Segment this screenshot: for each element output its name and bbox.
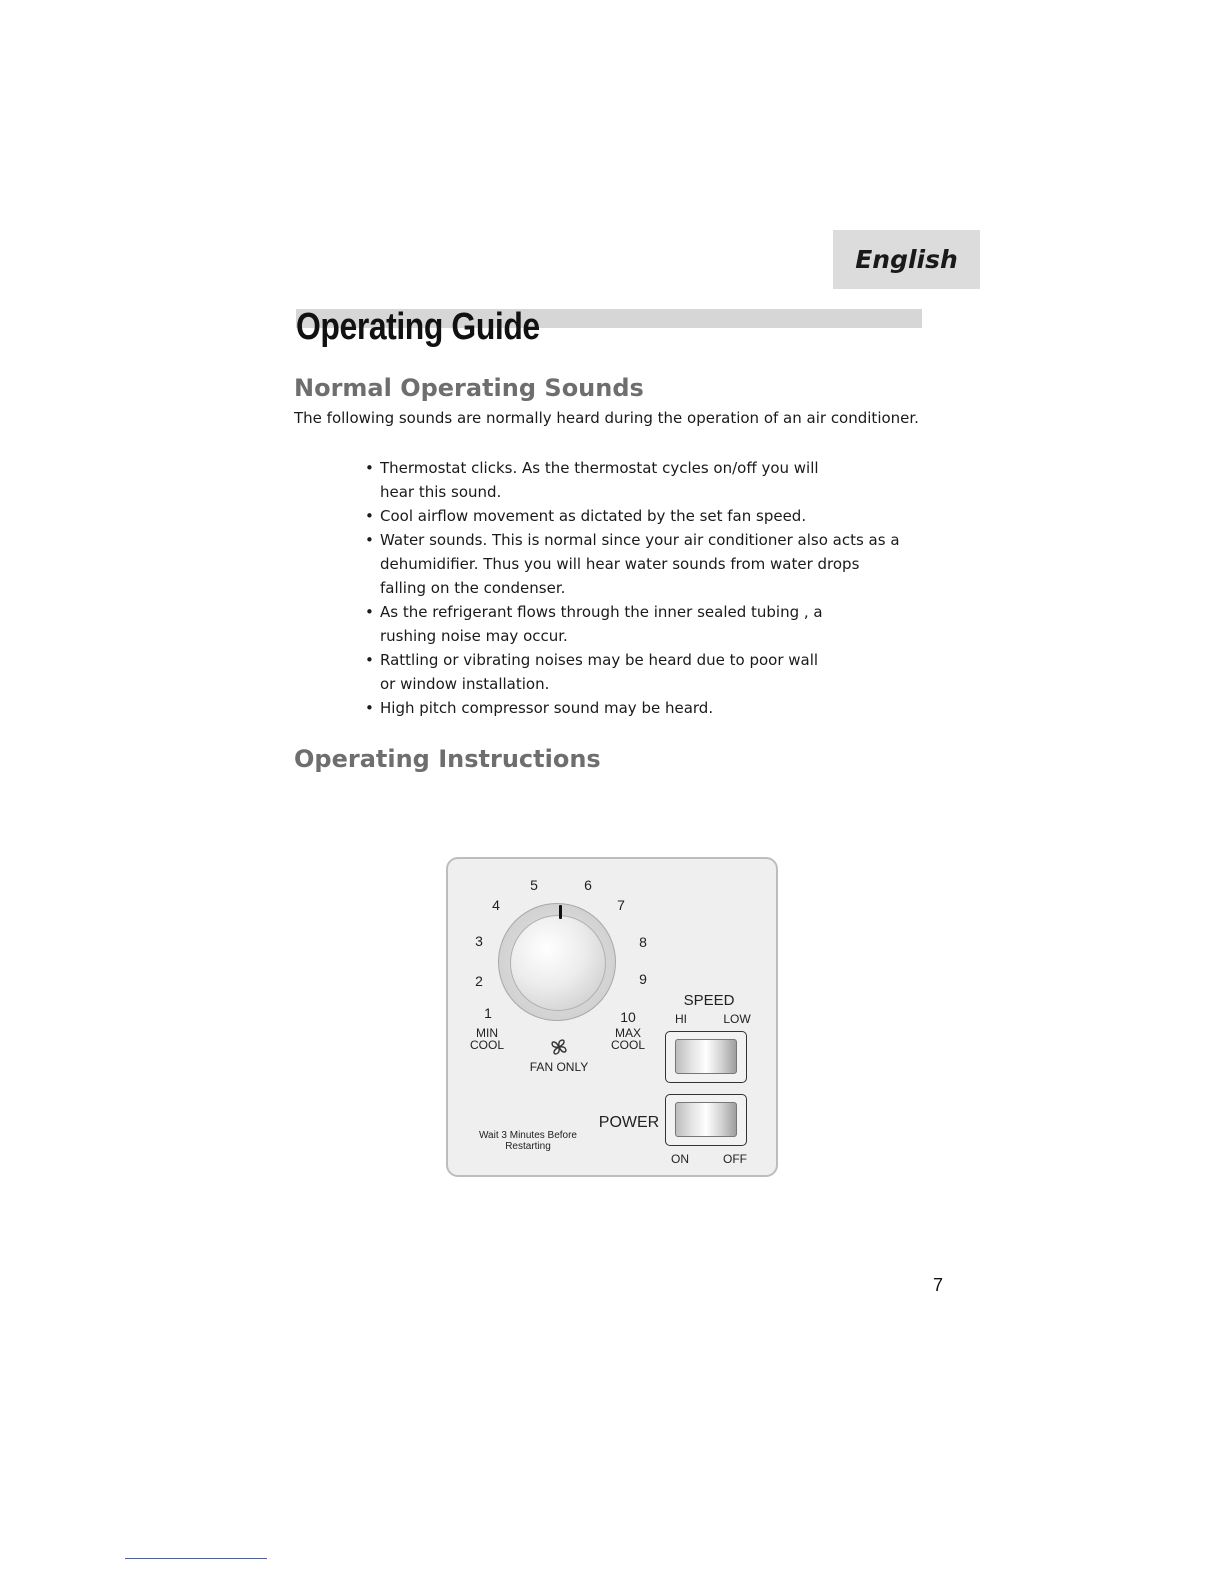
power-off-label: OFF: [723, 1152, 747, 1166]
max-cool-label: MAX COOL: [610, 1026, 646, 1052]
fan-only-label: FAN ONLY: [529, 1060, 589, 1074]
dial-number-2: 2: [475, 973, 483, 989]
list-item: • Thermostat clicks. As the thermostat cycles on/off you will hear this sound.: [365, 456, 925, 504]
fan-icon: [549, 1037, 569, 1057]
thermostat-knob: [510, 915, 606, 1011]
dial-number-4: 4: [492, 897, 500, 913]
list-item: • Cool airflow movement as dictated by the set fan speed.: [365, 504, 925, 528]
list-item: • Rattling or vibrating noises may be heard due to poor wall or window installation.: [365, 648, 925, 696]
dial-number-10: 10: [620, 1009, 636, 1025]
page-title: Operating Guide: [296, 306, 540, 348]
min-cool-label: MIN COOL: [469, 1026, 505, 1052]
speed-hi-label: HI: [675, 1012, 687, 1026]
footer-rule: [125, 1558, 267, 1559]
speed-rocker: [675, 1039, 737, 1074]
dial-number-6: 6: [584, 877, 592, 893]
speed-low-label: LOW: [723, 1012, 751, 1026]
wait-note: Wait 3 Minutes Before Restarting: [478, 1130, 578, 1152]
knob-indicator-mark: [559, 905, 562, 919]
list-item: • High pitch compressor sound may be heard.: [365, 696, 925, 720]
list-item: • As the refrigerant flows through the inner sealed tubing , a rushing noise may occur.: [365, 600, 925, 648]
section-heading-instructions: Operating Instructions: [294, 745, 601, 773]
sounds-list: [365, 456, 925, 720]
dial-number-9: 9: [639, 971, 647, 987]
list-item: • Water sounds. This is normal since your air conditioner also acts as a dehumidifier. Thus you will hear water sounds from water drops falling on the condenser.: [365, 528, 925, 600]
dial-number-7: 7: [617, 897, 625, 913]
power-rocker-switch[interactable]: [665, 1094, 747, 1146]
dial-number-3: 3: [475, 933, 483, 949]
power-on-label: ON: [671, 1152, 689, 1166]
thermostat-knob-ring: [498, 903, 616, 1021]
speed-rocker-switch[interactable]: [665, 1031, 747, 1083]
power-rocker: [675, 1102, 737, 1137]
page-number: 7: [933, 1275, 944, 1295]
power-label: POWER: [598, 1114, 660, 1131]
dial-number-5: 5: [530, 877, 538, 893]
control-panel-diagram: [446, 857, 778, 1177]
dial-number-1: 1: [484, 1005, 492, 1021]
speed-label: SPEED: [683, 992, 735, 1009]
language-tab: English: [833, 230, 980, 289]
dial-number-8: 8: [639, 934, 647, 950]
section-heading-sounds: Normal Operating Sounds: [294, 374, 644, 402]
sounds-intro: The following sounds are normally heard during the operation of an air conditioner.: [294, 409, 919, 427]
